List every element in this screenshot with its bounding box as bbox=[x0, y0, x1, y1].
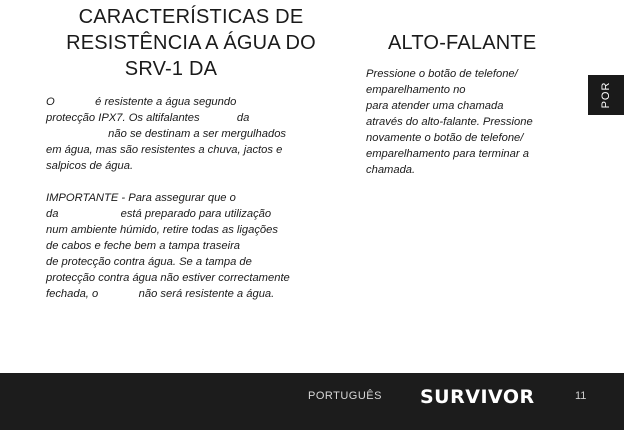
text-line: em água, mas são resistentes a chuva, jactos e bbox=[46, 144, 283, 156]
water-resistance-paragraph bbox=[46, 94, 286, 174]
text-line: não se destinam a ser mergulhados bbox=[46, 128, 287, 140]
text-line: protecção IPX7. Os altifalantes da bbox=[46, 112, 250, 124]
left-column bbox=[46, 4, 336, 300]
text-line: salpicos de água. bbox=[46, 160, 134, 172]
text-line: novamente o botão de telefone/ bbox=[366, 132, 524, 144]
text-line: de protecção contra água. Se a tampa de bbox=[46, 256, 252, 268]
text-line: fechada, o não será resistente a água. bbox=[46, 288, 275, 300]
speaker-heading: ALTO-FALANTE bbox=[388, 32, 537, 54]
text-line: num ambiente húmido, retire todas as ligações bbox=[46, 224, 278, 236]
footer-language: PORTUGUÊS bbox=[308, 390, 382, 402]
text-line: protecção contra água não estiver correctamente bbox=[46, 272, 290, 284]
important-paragraph bbox=[46, 190, 290, 302]
heading-line: SRV-1 DA bbox=[124, 58, 218, 80]
brand-logo: SURVIVOR bbox=[420, 386, 535, 408]
text-line: Pressione o botão de telefone/ bbox=[366, 68, 518, 80]
language-tab bbox=[588, 75, 624, 115]
water-resistance-heading bbox=[46, 4, 336, 82]
text-line: IMPORTANTE - Para assegurar que o bbox=[46, 192, 236, 204]
text-line: emparelhamento para terminar a bbox=[366, 148, 529, 160]
footer-bar bbox=[0, 373, 624, 430]
text-line: chamada. bbox=[366, 164, 416, 176]
page-number: 11 bbox=[575, 390, 587, 402]
text-line: através do alto-falante. Pressione bbox=[366, 116, 533, 128]
speaker-paragraph bbox=[366, 66, 533, 178]
text-line: O é resistente a água segundo bbox=[46, 96, 237, 108]
heading-line: RESISTÊNCIA A ÁGUA DO bbox=[66, 32, 316, 54]
text-line: emparelhamento no bbox=[366, 84, 466, 96]
language-tab-label: POR bbox=[600, 81, 612, 109]
text-line: da está preparado para utilização bbox=[46, 208, 272, 220]
text-line: para atender uma chamada bbox=[366, 100, 504, 112]
text-line: de cabos e feche bem a tampa traseira bbox=[46, 240, 241, 252]
heading-line: CARACTERÍSTICAS DE bbox=[78, 6, 304, 28]
right-column bbox=[366, 30, 566, 176]
